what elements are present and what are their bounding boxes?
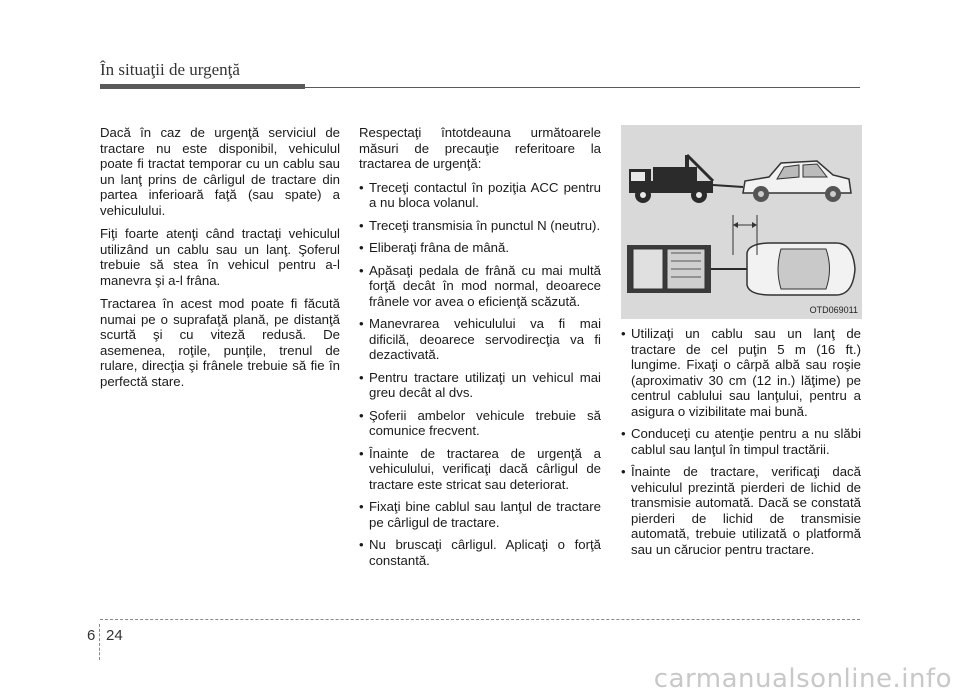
paragraph: Fiţi foarte atenţi când tractaţi vehiculul utilizând un cablu sau un lanţ. Şoferul trebuie să stea în vehicul pentru a-l manevra şi a-l frâna. [100,226,340,288]
footer-vertical-rule [99,624,100,660]
intro-paragraph: Respectaţi întotdeauna următoarele măsuri de precauţie referitoare la tractarea de urgenţă: [359,125,601,171]
list-item: • Utilizaţi un cablu sau un lanţ de tractare de cel puţin 5 m (16 ft.) lungime. Fixaţi o cârpă albă sau roşie (aproximativ 30 cm (12 in.) lăţime) pe centrul cablului sau lanţului, pentru a asigura o vizibilitate mai bună. [621,326,861,419]
list-item: • Manevrarea vehiculului va fi mai dificilă, deoarece servodirecţia va fi dezactivată. [359,316,601,363]
column-3 [621,326,861,564]
towing-diagram [621,125,862,319]
towed-car-top [747,243,855,295]
tow-chain-side [713,185,743,187]
page-number: 24 [106,627,123,644]
tow-truck-top [627,245,711,293]
section-title: În situaţii de urgenţă [100,60,240,79]
list-item: • Înainte de tractare, verificaţi dacă vehiculul prezintă pierderi de lichid de transmisie automată. Dacă se constată pierderi de lichid de transmisie automată, trebuie utilizată o platformă sau un cărucior pentru tractare. [621,464,861,557]
precautions-list [359,180,601,569]
column-1 [100,125,340,397]
chapter-number: 6 [87,627,96,644]
column-2 [359,125,601,575]
list-item: • Apăsaţi pedala de frână cu mai multă forţă decât în mod normal, deoarece frânele vor avea o eficienţă scăzută. [359,263,601,310]
header-rule [305,87,860,88]
list-item: • Treceţi contactul în poziţia ACC pentru a nu bloca volanul. [359,180,601,211]
list-item: • Nu bruscaţi cârligul. Aplicaţi o forţă constantă. [359,537,601,568]
list-item: • Înainte de tractarea de urgenţă a vehiculului, verificaţi dacă cârligul de tractare este stricat sau deteriorat. [359,446,601,493]
list-item: • Treceţi transmisia în punctul N (neutru). [359,218,601,234]
towing-illustration [621,125,862,319]
list-item: • Conduceţi cu atenţie pentru a nu slăbi cablul sau lanţul în timpul tractării. [621,426,861,457]
towed-car-side [743,161,851,202]
footer-rule [100,619,860,620]
list-item: • Fixaţi bine cablul sau lanţul de tractare pe cârligul de tractare. [359,499,601,530]
figure-code: OTD069011 [809,305,858,315]
tow-truck-side [629,155,713,203]
list-item: • Pentru tractare utilizaţi un vehicul mai greu decât al dvs. [359,370,601,401]
paragraph: Dacă în caz de urgenţă serviciul de tractare nu este disponibil, vehiculul poate fi tractat temporar cu un cablu sau un lanţ prins de cârligul de tractare din partea inferioară faţă (sau spate) a vehiculului. [100,125,340,218]
watermark: carmanualsonline.info [653,664,952,694]
paragraph: Tractarea în acest mod poate fi făcută numai pe o suprafaţă plană, pe distanţă scurtă şi cu viteză redusă. De asemenea, roţile, punţile, trenul de rulare, direcţia şi frânele trebuie să fie în perfectă stare. [100,296,340,389]
list-item: • Eliberaţi frâna de mână. [359,240,601,256]
list-item: • Şoferii ambelor vehicule trebuie să comunice frecvent. [359,408,601,439]
towing-tips-list [621,326,861,557]
header-accent-bar [100,84,305,89]
